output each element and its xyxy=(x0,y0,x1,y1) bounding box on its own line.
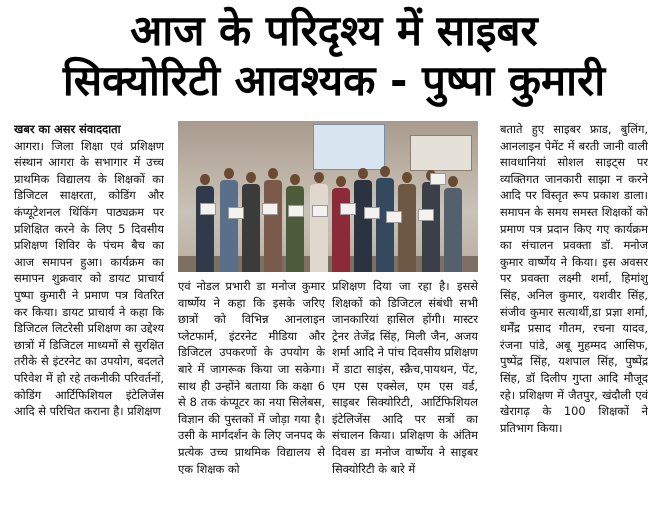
headline-line-1: आज के परिदृश्य में साइबर xyxy=(130,6,538,55)
article-column-4 xyxy=(500,121,648,521)
column-4-text: बताते हुए साइबर फ्राड, बुलिंग, आनलाइन पेमेंट में बरती जानी वाली सावधानियां सोशल साइट्स पर व्यक्तिगत जानकारी साझा न करने आदि पर विस्तृत रूप प्रकाश डाला। समापन के समय समस्त शिक्षकों को प्रमाण पत्र प्रदान किए गए कार्यक्रम का संचालन प्रवक्ता डॉ. मनोज कुमार वार्ष्णेय ने किया। इस अवसर पर प्रवक्ता लक्ष्मी शर्मा, हिमांशु सिंह, अनिल कुमार, यशवीर सिंह, संजीव कुमार सत्यार्थी,डा प्रज्ञा शर्मा, धर्मेंद्र प्रसाद गौतम, रचना यादव, रंजना पांडे, अबू मुहम्मद आसिफ, पुष्पेंद्र सिंह, यशपाल सिंह, पुष्पेंद्र सिंह, डॉ दिलीप गुप्ता आदि मौजूद रहे। प्रशिक्षण में जैतपुर, खंदौली एवं खेरागढ़ के 100 शिक्षकों ने प्रतिभाग किया। xyxy=(500,122,648,435)
article-column-2 xyxy=(178,278,325,521)
column-3-text: प्रशिक्षण दिया जा रहा है। इससे शिक्षकों को डिजिटल संबंधी सभी जानकारियां हासिल होंगी। मास्टर ट्रेनर तेजेंद्र सिंह, मिली जैन, अजय शर्मा आदि ने पांच दिवसीय प्रशिक्षण में डाटा साइंस, स्क्रैच,पायथन, पेंट, एम एस एक्सेल, एम एस वर्ड, साइबर सिक्योरिटी, आर्टिफिशियल इंटेलिजेंस आदि पर सत्रों का संचालन किया। प्रशिक्षण के अंतिम दिवस डा मनोज वार्ष्णेय ने साइबर सिक्योरिटी के बारे में xyxy=(332,279,478,476)
column-2-text: एवं नोडल प्रभारी डा मनोज कुमार वार्ष्णेय ने कहा कि इसके जरिए छात्रों को विभिन्न आनलाइन प्लेटफार्म, इंटरनेट मीडिया और डिजिटल उपकरणों के उपयोग के बारे में जागरूक किया जा सकेगा। साथ ही उन्होंने बताया कि कक्षा 6 से 8 तक कंप्यूटर का नया सिलेबस, विज्ञान की पुस्तकों में जोड़ा गया है। उसी के मार्गदर्शन के लिए जनपद के प्रत्येक उच्च प्राथमिक विद्यालय से एक शिक्षक को xyxy=(178,279,325,476)
article-column-3 xyxy=(332,278,478,521)
event-photo xyxy=(178,121,478,272)
column-1-text: आगरा। जिला शिक्षा एवं प्रशिक्षण संस्थान आगरा के सभागार में उच्च प्राथमिक विद्यालय के शिक्षकों का डिजिटल साक्षरता, कोडिंग और कंप्यूटेशनल थिंकिंग पाठ्यक्रम पर प्रशिक्षित करने के लिए 5 दिवसीय प्रशिक्षण शिविर के पंचम बैच का आज समापन हुआ। कार्यक्रम का समापन शुक्रवार को डायट प्राचार्य पुष्पा कुमारी ने प्रमाण पत्र वितरित कर किया। डायट प्राचार्य ने कहा कि डिजिटल लिटरेसी प्रशिक्षण का उद्देश्य छात्रों में डिजिटल माध्यमों से सुरक्षित तरीके से इंटरनेट का उपयोग, बदलते परिवेश में हो रहे तकनीकी परिवर्तनों, कोडिंग आर्टिफिशियल इंटेलिजेंस आदि से परिचित कराना है। प्रशिक्षण xyxy=(14,138,164,419)
byline: खबर का असर संवाददाता xyxy=(14,122,121,136)
headline-line-2: सिक्योरिटी आवश्यक - पुष्पा कुमारी xyxy=(62,56,606,105)
article-column-1 xyxy=(14,121,164,521)
headline xyxy=(0,6,668,108)
